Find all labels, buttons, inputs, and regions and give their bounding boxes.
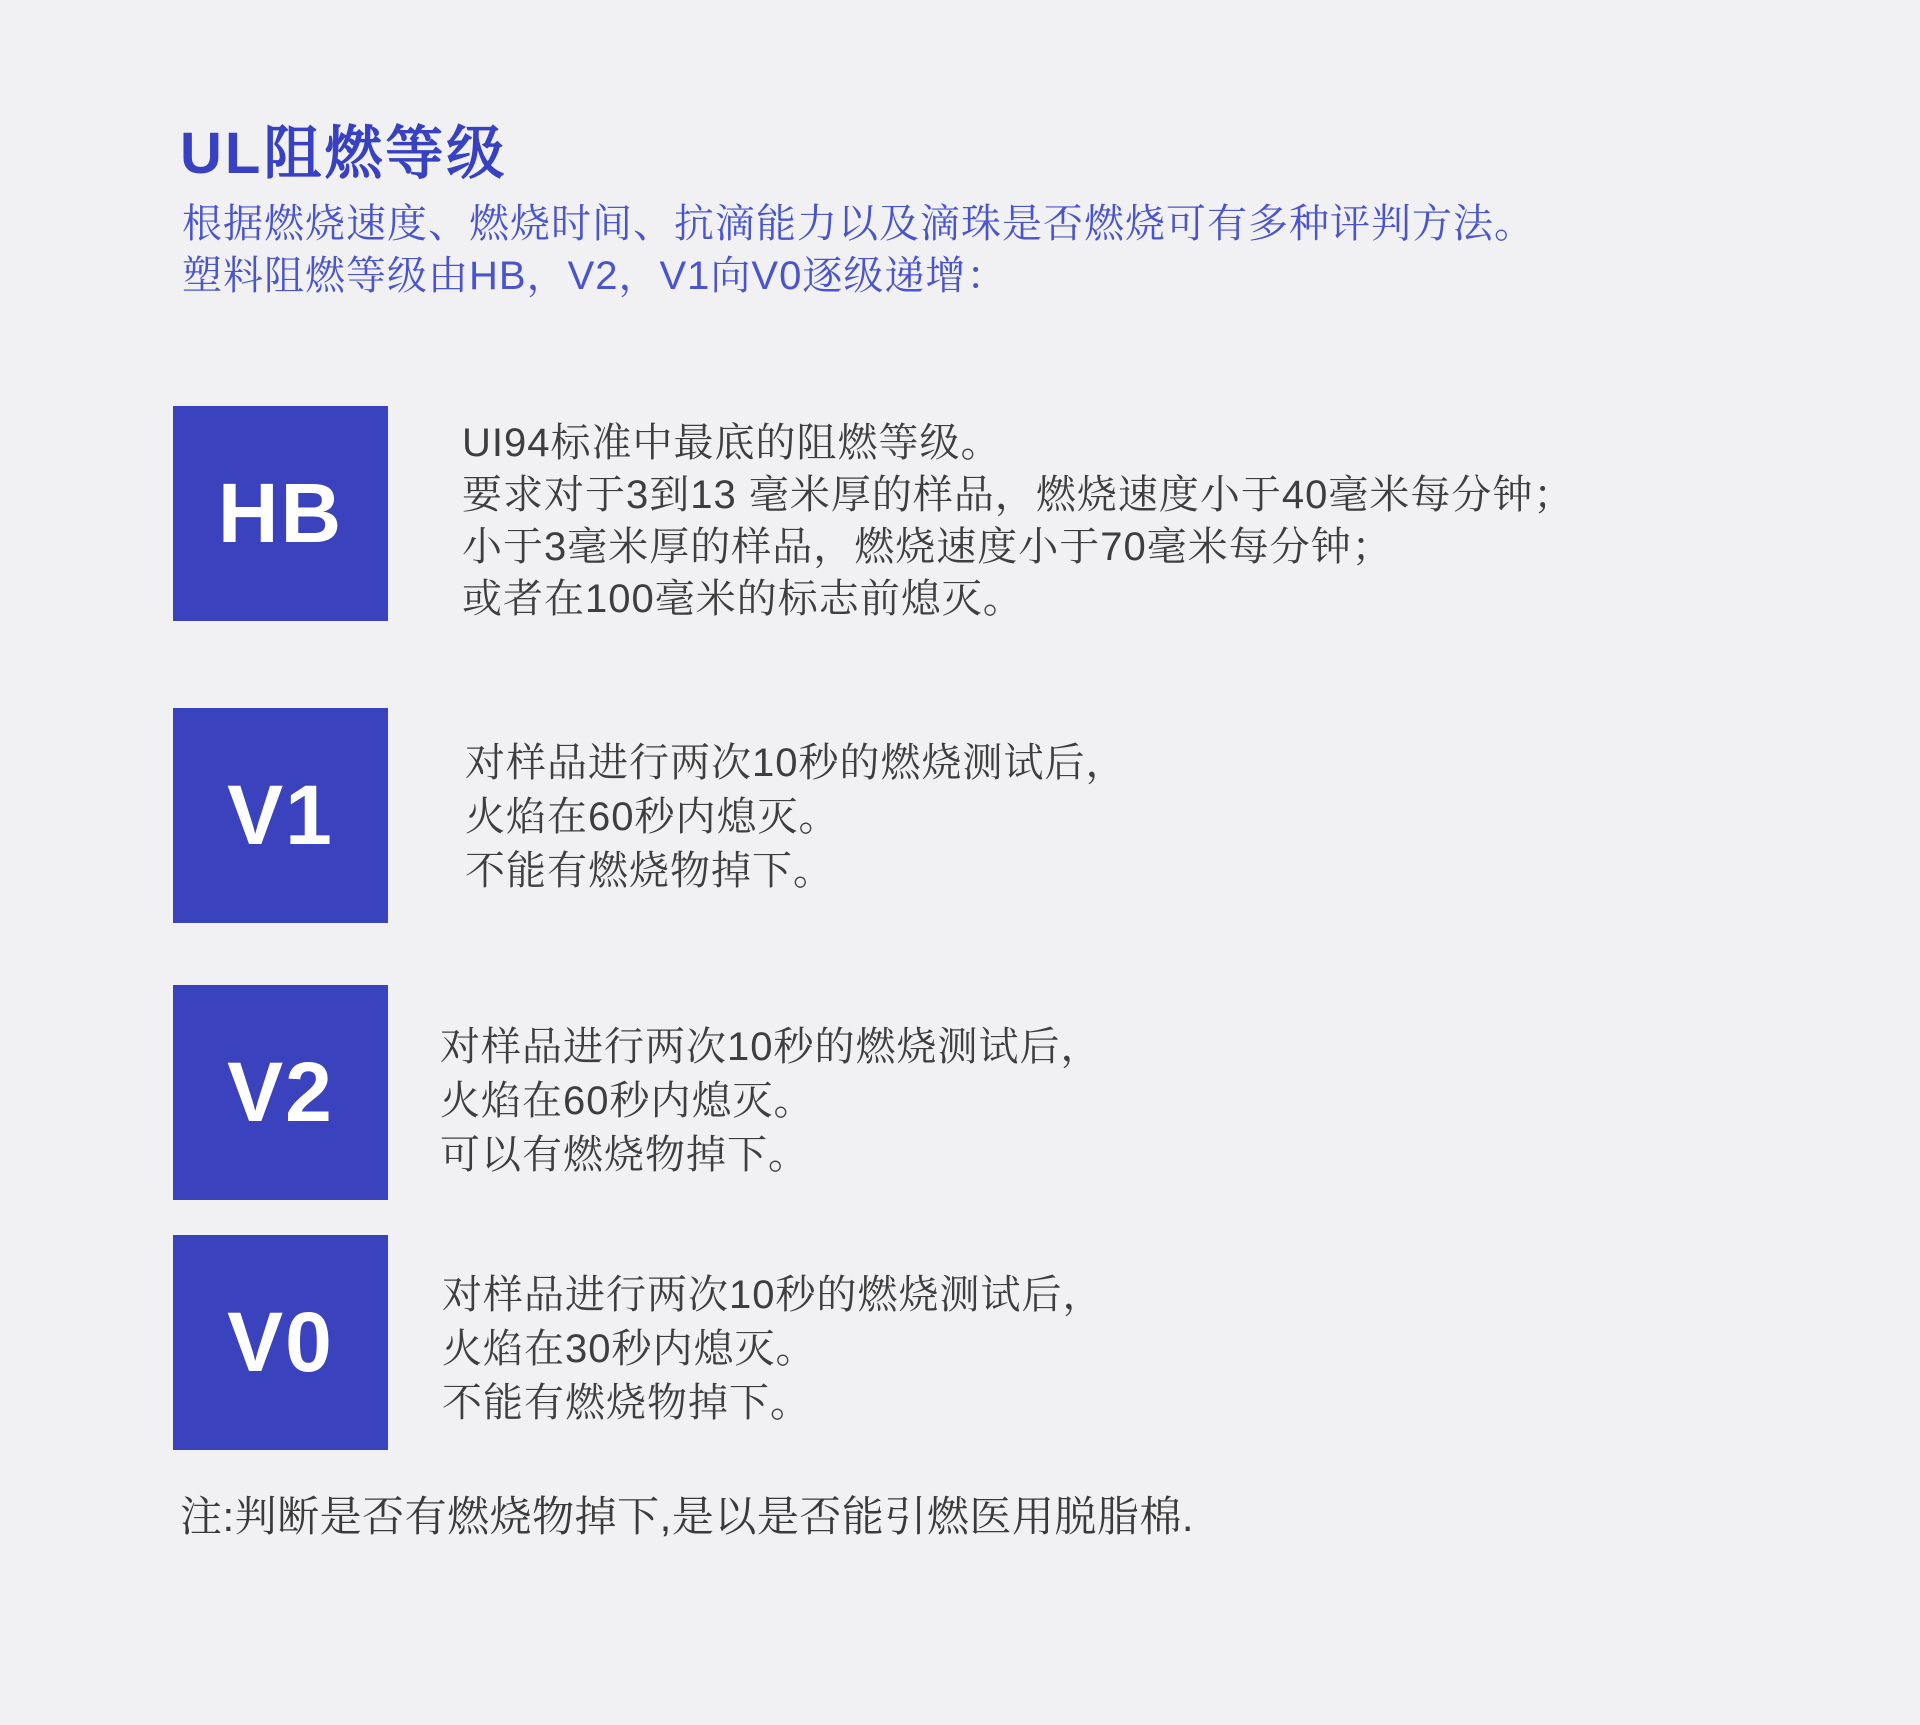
desc-line: 火焰在30秒内熄灭。	[442, 1327, 817, 1371]
rating-desc-hb	[462, 417, 1574, 625]
rating-badge-v2	[173, 985, 388, 1200]
intro-line-1: 根据燃烧速度、燃烧时间、抗滴能力以及滴珠是否燃烧可有多种评判方法。	[182, 202, 1535, 246]
intro-text	[182, 198, 1535, 302]
rating-desc-v1	[465, 736, 1127, 898]
rating-badge-v1	[173, 708, 388, 923]
desc-line: 小于3毫米厚的样品，燃烧速度小于70毫米每分钟；	[462, 525, 1393, 569]
page-title: UL阻燃等级	[180, 121, 508, 186]
intro-line-2: 塑料阻燃等级由HB，V2，V1向V0逐级递增：	[182, 254, 1008, 298]
desc-line: UI94标准中最底的阻燃等级。	[462, 421, 1002, 465]
rating-badge-v0-label: V0	[227, 1295, 334, 1389]
rating-badge-v1-label: V1	[227, 768, 334, 862]
desc-line: 对样品进行两次10秒的燃烧测试后，	[442, 1273, 1104, 1317]
footer-note: 注:判断是否有燃烧物掉下,是以是否能引燃医用脱脂棉.	[180, 1493, 1195, 1540]
rating-desc-v0	[442, 1268, 1104, 1430]
desc-line: 对样品进行两次10秒的燃烧测试后，	[440, 1025, 1102, 1069]
desc-line: 火焰在60秒内熄灭。	[440, 1079, 815, 1123]
rating-badge-hb	[173, 406, 388, 621]
rating-desc-v2	[440, 1020, 1102, 1182]
desc-line: 可以有燃烧物掉下。	[440, 1133, 809, 1177]
desc-line: 要求对于3到13 毫米厚的样品，燃烧速度小于40毫米每分钟；	[462, 473, 1575, 517]
desc-line: 对样品进行两次10秒的燃烧测试后，	[465, 741, 1127, 785]
desc-line: 不能有燃烧物掉下。	[442, 1381, 811, 1425]
desc-line: 火焰在60秒内熄灭。	[465, 795, 840, 839]
desc-line: 不能有燃烧物掉下。	[465, 849, 834, 893]
rating-badge-v0	[173, 1235, 388, 1450]
rating-badge-v2-label: V2	[227, 1045, 334, 1139]
desc-line: 或者在100毫米的标志前熄灭。	[462, 577, 1024, 621]
rating-badge-hb-label: HB	[217, 466, 344, 560]
